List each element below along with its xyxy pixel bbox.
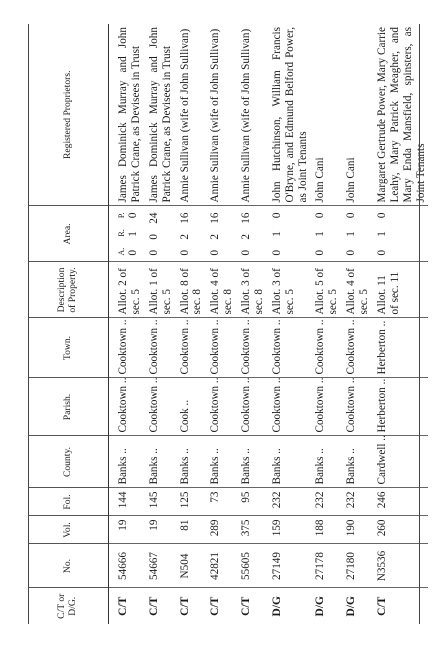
header-proprietors: Registered Proprietors.: [28, 24, 109, 206]
leader-dots: ..: [270, 319, 283, 328]
cell-number: [175, 544, 206, 588]
area-value: 0: [345, 212, 358, 219]
table-row: [310, 24, 341, 624]
area-value: 2: [178, 234, 191, 240]
cell-county-text: Banks: [209, 456, 222, 485]
cell-volume-text: 19: [117, 519, 129, 531]
cell-parish-text: Cooktown: [147, 385, 160, 433]
cell-volume: [372, 516, 429, 544]
cell-ct-dg-text: C/T: [240, 596, 252, 616]
header-area: Area.: [28, 206, 109, 262]
cell-ct-dg-text: C/T: [209, 596, 222, 616]
cell-volume-text: 260: [375, 519, 388, 537]
leader-dots: ..: [209, 319, 222, 328]
cell-number-text: 27149: [270, 552, 283, 580]
cell-description: [267, 262, 311, 318]
cell-number-text: 54666: [117, 552, 129, 580]
cell-area: [236, 206, 267, 262]
cell-folio-text: 246: [375, 491, 388, 509]
cell-folio-text: 95: [240, 491, 252, 503]
cell-folio-text: 232: [314, 491, 327, 509]
cell-county-text: Banks: [178, 456, 191, 485]
cell-town: [205, 318, 236, 378]
cell-number-text: 27180: [345, 552, 358, 580]
area-unit-label: A.: [117, 247, 126, 256]
cell-parish: [267, 378, 311, 436]
cell-number-text: 27178: [314, 552, 327, 580]
cell-description-text: Allot. 8 of sec. 8: [178, 268, 204, 315]
cell-description-text: Allot. 4 of sec. 8: [209, 268, 235, 315]
cell-description: [109, 262, 144, 318]
cell-folio: [341, 488, 372, 516]
table-row: [372, 24, 429, 624]
cell-town: [236, 318, 267, 378]
area-value: 1: [375, 231, 388, 237]
cell-ct-dg-text: D/G: [345, 596, 358, 617]
leader-dots: ..: [314, 319, 327, 328]
area-value: 0: [314, 249, 327, 256]
cell-number: [236, 544, 267, 588]
cell-area: [341, 206, 372, 262]
cell-volume-text: 159: [270, 519, 283, 537]
cell-number-text: 42821: [209, 552, 222, 580]
cell-town: [341, 318, 372, 378]
header-vol: Vol.: [28, 516, 109, 544]
leader-dots: ..: [117, 448, 129, 457]
cell-description-text: Allot. 2 of sec. 5: [117, 268, 142, 315]
cell-area: [144, 206, 175, 262]
cell-town: [267, 318, 311, 378]
table-row: [236, 24, 267, 624]
cell-town-text: Cooktown: [345, 327, 358, 375]
cell-parish: [341, 378, 372, 436]
cell-area: [205, 206, 236, 262]
area-value: 2: [209, 234, 222, 240]
cell-parish: [205, 378, 236, 436]
cell-volume: [175, 516, 206, 544]
area-value: 1: [314, 231, 327, 237]
leader-dots: ..: [209, 448, 222, 457]
cell-proprietors-text: John Cani: [314, 157, 327, 203]
cell-county-text: Cardwell: [375, 443, 388, 485]
cell-town: [310, 318, 341, 378]
cell-number: [267, 544, 311, 588]
area-value: 0: [345, 249, 358, 256]
cell-county-text: Banks: [147, 456, 160, 485]
cell-ct-dg: [205, 588, 236, 624]
header-town: Town.: [28, 318, 109, 378]
area-unit-label: R.: [117, 229, 126, 237]
leader-dots: ..: [345, 448, 358, 457]
cell-proprietors-text: Margaret Gertrude Power, Mary Carrie Leahy, Mary Patrick Meagher, and Mary Enda Mansfield, spinsters, as Joint Tenants: [375, 27, 427, 203]
cell-parish: [310, 378, 341, 436]
cell-ct-dg: [372, 588, 429, 624]
cell-area: [372, 206, 429, 262]
cell-town-text: Cooktown: [178, 327, 191, 375]
area-values: [345, 210, 358, 259]
cell-ct-dg: [109, 588, 144, 624]
cell-volume: [310, 516, 341, 544]
area-value: 0: [270, 249, 283, 256]
cell-proprietors: [205, 24, 236, 206]
header-description: Description of Property.: [28, 262, 109, 318]
cell-volume: [236, 516, 267, 544]
area-value: 16: [240, 212, 252, 224]
cell-county-text: Banks: [345, 456, 358, 485]
cell-description-text: Allot. 3 of sec. 5: [270, 268, 296, 315]
cell-description: [144, 262, 175, 318]
area-value: 2: [240, 234, 252, 240]
cell-parish: [109, 378, 144, 436]
leader-dots: ..: [240, 319, 252, 328]
leader-dots: ..: [117, 319, 129, 328]
cell-ct-dg-text: C/T: [147, 596, 160, 616]
table-row: [144, 24, 175, 624]
cell-folio: [144, 488, 175, 516]
cell-number: [372, 544, 429, 588]
leader-dots: ..: [147, 319, 160, 328]
cell-folio-text: 145: [147, 491, 160, 509]
cell-ct-dg-text: C/T: [178, 596, 191, 616]
cell-town-text: Cooktown: [117, 327, 129, 375]
cell-number: [109, 544, 144, 588]
leader-dots: ..: [147, 377, 160, 386]
area-unit-label: P.: [117, 212, 126, 219]
cell-area: [310, 206, 341, 262]
cell-ct-dg-text: D/G: [314, 596, 327, 617]
cell-parish-text: Cooktown: [209, 385, 222, 433]
cell-description-text: Allot. 5 of sec. 5: [314, 268, 340, 315]
cell-area: [267, 206, 311, 262]
area-values: [314, 210, 327, 259]
cell-county-text: Banks: [240, 456, 252, 485]
header-no: No.: [28, 544, 109, 588]
cell-town: [175, 318, 206, 378]
cell-town: [144, 318, 175, 378]
cell-county: [310, 436, 341, 488]
cell-description: [310, 262, 341, 318]
cell-description: [236, 262, 267, 318]
cell-area: [109, 206, 144, 262]
cell-county: [236, 436, 267, 488]
cell-county-text: Banks: [117, 456, 129, 485]
cell-county: [372, 436, 429, 488]
cell-county: [267, 436, 311, 488]
cell-parish-text: Cook: [178, 408, 191, 433]
cell-folio-text: 73: [209, 491, 222, 503]
cell-county: [109, 436, 144, 488]
header-row: [28, 24, 109, 624]
table-row: [341, 24, 372, 624]
area-value: 0: [178, 249, 191, 256]
cell-proprietors: [372, 24, 429, 206]
area-value: 0: [209, 249, 222, 256]
cell-town-text: Cooktown: [147, 327, 160, 375]
cell-ct-dg: [144, 588, 175, 624]
area-value: 24: [147, 212, 160, 224]
cell-proprietors: [267, 24, 311, 206]
header-county: County.: [28, 436, 109, 488]
cell-proprietors: [175, 24, 206, 206]
cell-county: [144, 436, 175, 488]
cell-number-text: 54667: [147, 552, 160, 580]
leader-dots: ..: [178, 448, 191, 457]
cell-volume-text: 289: [209, 519, 222, 537]
leader-dots: ..: [345, 319, 358, 328]
cell-description: [205, 262, 236, 318]
cell-folio: [236, 488, 267, 516]
cell-proprietors-text: James Dominick Murray and John Patrick Crane, as Devisees in Trust: [117, 27, 142, 203]
cell-area: [175, 206, 206, 262]
table-row: [175, 24, 206, 624]
leader-dots: ..: [314, 448, 327, 457]
cell-folio: [372, 488, 429, 516]
cell-volume-text: 190: [345, 519, 358, 537]
area-values: [240, 210, 253, 259]
area-value: 16: [209, 212, 222, 224]
cell-proprietors: [144, 24, 175, 206]
area-units: [117, 210, 126, 259]
cell-town-text: Cooktown: [270, 327, 283, 375]
cell-description-text: Allot. 4 of sec. 5: [345, 268, 370, 315]
cell-ct-dg: [341, 588, 372, 624]
cell-folio-text: 232: [270, 491, 283, 509]
cell-volume: [341, 516, 372, 544]
area-value: 0: [375, 249, 388, 256]
area-value: 1: [345, 231, 358, 237]
cell-proprietors-text: James Dominick Murray and John Patrick Crane, as Devisees in Trust: [147, 27, 173, 203]
cell-county-text: Banks: [270, 456, 283, 485]
cell-parish-text: Cooktown: [314, 385, 327, 433]
cell-number: [205, 544, 236, 588]
leader-dots: ..: [345, 377, 358, 386]
cell-county: [205, 436, 236, 488]
cell-folio: [267, 488, 311, 516]
cell-description-text: Allot. 11 of sec. 11: [375, 271, 401, 315]
leader-dots: ..: [178, 319, 191, 328]
leader-dots: ..: [147, 448, 160, 457]
cell-town-text: Cooktown: [240, 327, 252, 375]
leader-dots: ..: [375, 320, 388, 330]
cell-description-text: Allot. 3 of sec. 8: [240, 268, 265, 315]
area-values: [148, 210, 161, 259]
cell-number: [310, 544, 341, 588]
cell-town-text: Cooktown: [209, 327, 222, 375]
cell-volume-text: 81: [178, 519, 191, 531]
cell-proprietors-text: Annie Sullivan (wife of John Sullivan): [240, 28, 252, 203]
cell-ct-dg-text: C/T: [117, 596, 129, 616]
cell-town-text: Cooktown: [314, 327, 327, 375]
cell-number-text: 55605: [240, 552, 252, 580]
area-value: 0: [127, 249, 140, 256]
cell-volume: [109, 516, 144, 544]
area-value: 1: [270, 231, 283, 237]
area-value: 0: [127, 212, 140, 219]
area-value: 0: [375, 212, 388, 219]
cell-ct-dg: [236, 588, 267, 624]
register-table: [28, 24, 428, 624]
cell-parish-text: Herberton: [375, 387, 388, 433]
rotated-register-table: [28, 24, 427, 624]
cell-parish-text: Cooktown: [240, 385, 252, 433]
area-value: 0: [240, 249, 252, 256]
cell-ct-dg-text: C/T: [375, 596, 388, 616]
cell-folio: [310, 488, 341, 516]
cell-volume: [267, 516, 311, 544]
leader-dots: ..: [117, 377, 129, 386]
area-values: [127, 210, 140, 259]
cell-volume: [205, 516, 236, 544]
leader-dots: ..: [270, 448, 283, 457]
cell-proprietors-text: John Hutchinson, William Francis O'Bryne, and Edmund Belford Power, as Joint Tenants: [270, 27, 309, 203]
cell-county: [341, 436, 372, 488]
cell-folio-text: 144: [117, 491, 129, 509]
area-values: [271, 210, 284, 259]
cell-town: [109, 318, 144, 378]
cell-description: [175, 262, 206, 318]
register-body: [109, 24, 429, 624]
cell-proprietors: [236, 24, 267, 206]
cell-parish-text: Cooktown: [270, 385, 283, 433]
table-row: [109, 24, 144, 624]
area-value: 0: [314, 212, 327, 219]
cell-description: [372, 262, 429, 318]
leader-dots: ..: [240, 448, 252, 457]
cell-number: [341, 544, 372, 588]
cell-parish: [144, 378, 175, 436]
header-ct-dg: C/T or D/G.: [28, 588, 109, 624]
leader-dots: ..: [314, 377, 327, 386]
leader-dots: ..: [240, 377, 252, 386]
area-values: [179, 210, 192, 259]
cell-town: [372, 318, 429, 378]
header-fol: Fol.: [28, 488, 109, 516]
area-value: 1: [127, 231, 140, 237]
cell-number-text: N504: [178, 553, 191, 579]
cell-ct-dg: [175, 588, 206, 624]
leader-dots: ..: [209, 377, 222, 386]
area-values: [209, 210, 222, 259]
cell-proprietors-text: Annie Sullivan (wife of John Sullivan): [209, 28, 222, 203]
cell-number: [144, 544, 175, 588]
cell-number-text: N3536: [375, 550, 388, 582]
leader-dots: ..: [375, 435, 388, 444]
area-value: 0: [147, 249, 160, 256]
cell-folio: [109, 488, 144, 516]
cell-parish-text: Cooktown: [345, 385, 358, 433]
cell-proprietors-text: Annie Sullivan (wife of John Sullivan): [178, 28, 191, 203]
cell-ct-dg: [267, 588, 311, 624]
cell-proprietors-text: John Cani: [345, 157, 358, 203]
cell-volume-text: 19: [147, 519, 160, 531]
cell-ct-dg-text: D/G: [270, 596, 283, 617]
table-row: [267, 24, 311, 624]
cell-volume-text: 375: [240, 519, 252, 537]
area-values: [376, 210, 389, 259]
area-value: 16: [178, 212, 191, 224]
cell-parish: [236, 378, 267, 436]
cell-volume: [144, 516, 175, 544]
leader-dots: ..: [375, 378, 388, 388]
cell-county: [175, 436, 206, 488]
cell-folio-text: 125: [178, 491, 191, 509]
cell-town-text: Herberton: [375, 329, 388, 375]
cell-parish: [175, 378, 206, 436]
cell-volume-text: 188: [314, 519, 327, 537]
leader-dots: ..: [270, 377, 283, 386]
cell-folio: [175, 488, 206, 516]
cell-county-text: Banks: [314, 456, 327, 485]
header-parish: Parish.: [28, 378, 109, 436]
cell-parish-text: Cooktown: [117, 385, 129, 433]
cell-description: [341, 262, 372, 318]
area-value: 0: [147, 234, 160, 240]
cell-parish: [372, 378, 429, 436]
cell-proprietors: [341, 24, 372, 206]
cell-folio-text: 232: [345, 491, 358, 509]
table-row: [205, 24, 236, 624]
cell-folio: [205, 488, 236, 516]
cell-ct-dg: [310, 588, 341, 624]
cell-description-text: Allot. 1 of sec. 5: [147, 268, 173, 315]
cell-proprietors: [109, 24, 144, 206]
leader-dots: ..: [178, 399, 191, 409]
cell-proprietors: [310, 24, 341, 206]
area-value: 0: [270, 212, 283, 219]
